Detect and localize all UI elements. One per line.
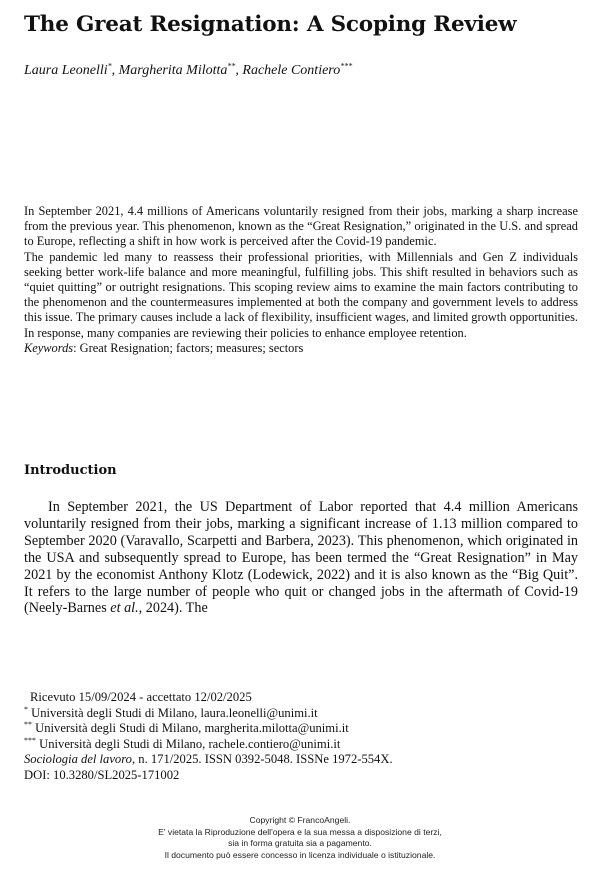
body-text: In September 2021, the US Department of Labor reported that 4.4 million Americans voluntarily resigned from their jobs, marking a significant increase of 1.13 million compared to September 2020 (Varavallo, Scarpetti and Barbera, 2023). This phenomenon, which originated in the USA and subsequently spread to Europe, has been termed the “Great Resignation” in May 2021 by the economist Anthony Klotz (Lodewick, 2022) and it is also known as the “Big Quit”. It refers to the large number of people who quit or changed jobs in the aftermath of Covid-19 (Neely-Barnes (24, 499, 578, 617)
author-name: Laura Leonelli (24, 63, 108, 78)
author-footnote-mark: * (107, 61, 112, 71)
journal-name: Sociologia del lavoro (24, 752, 132, 767)
body-text: , 2024). The (138, 600, 208, 617)
author-footnote-mark: *** (340, 61, 353, 71)
footnote-mark: ** (24, 720, 32, 729)
affiliation-footnote (24, 706, 584, 722)
author-name: Margherita Milotta (118, 63, 228, 78)
footnote-mark: * (24, 704, 28, 714)
copyright-line: sia in forma gratuita sia a pagamento. (228, 838, 372, 849)
received-dates: Ricevuto 15/09/2024 - accettato 12/02/2025 (30, 690, 252, 704)
keywords-label: Keywords (24, 340, 74, 355)
body-paragraph (24, 499, 578, 617)
abstract-paragraph: The pandemic led many to reassess their professional priorities, with Millennials and Gen Z individuals seeking better work-life balance and more meaningful, fulfilling jobs. This shift resulted in behaviors such as “quiet quitting” or outright resignations. This scoping review aims to examine the main factors contributing to the phenomenon and the countermeasures implemented at both the company and government levels to address this issue. The primary causes include a lack of flexibility, insufficient wages, and limited growth opportunities. In response, many companies are reviewing their policies to enhance employee retention. (24, 249, 578, 340)
copyright-line: Il documento può essere concesso in licenza individuale o istituzionale. (164, 849, 436, 860)
author-list (24, 63, 584, 79)
affiliation-text: Università degli Studi di Milano, margherita.milotta@unimi.it (32, 721, 349, 736)
author-separator: , (111, 63, 119, 78)
author-footnote-mark: ** (227, 61, 236, 71)
footnote-mark: *** (24, 735, 36, 745)
article-title: The Great Resignation: A Scoping Review (24, 12, 517, 37)
journal-details: , n. 171/2025. ISSN 0392-5048. ISSNe 1972-554X. (131, 752, 393, 767)
doi: DOI: 10.3280/SL2025-171002 (24, 767, 180, 782)
footnotes (24, 690, 584, 784)
keywords-list: : Great Resignation; factors; measures; sectors (73, 340, 304, 355)
body-italic-text: et al. (110, 600, 139, 617)
abstract (24, 204, 578, 356)
keywords (24, 341, 578, 356)
affiliation-text: Università degli Studi di Milano, laura.leonelli@unimi.it (28, 705, 318, 720)
introduction-body (24, 499, 578, 617)
affiliation-footnote (24, 737, 584, 753)
copyright-notice (0, 815, 600, 861)
journal-citation (24, 752, 584, 768)
author-separator: , (235, 63, 243, 78)
author-name: Rachele Contiero (242, 63, 341, 78)
affiliation-footnote (24, 721, 584, 737)
abstract-paragraph: In September 2021, 4.4 millions of Americans voluntarily resigned from their jobs, marking a sharp increase from the previous year. This phenomenon, known as the “Great Resignation,” originated in the U.S. and spread to Europe, reflecting a shift in how work is perceived after the Covid-19 pandemic. (24, 204, 578, 249)
section-heading: Introduction (24, 463, 117, 478)
affiliation-text: Università degli Studi di Milano, rachele.contiero@unimi.it (36, 736, 341, 751)
copyright-line: Copyright © FrancoAngeli. (249, 815, 351, 825)
copyright-line: E' vietata la Riproduzione dell'opera e la sua messa a disposizione di terzi, (158, 826, 442, 837)
